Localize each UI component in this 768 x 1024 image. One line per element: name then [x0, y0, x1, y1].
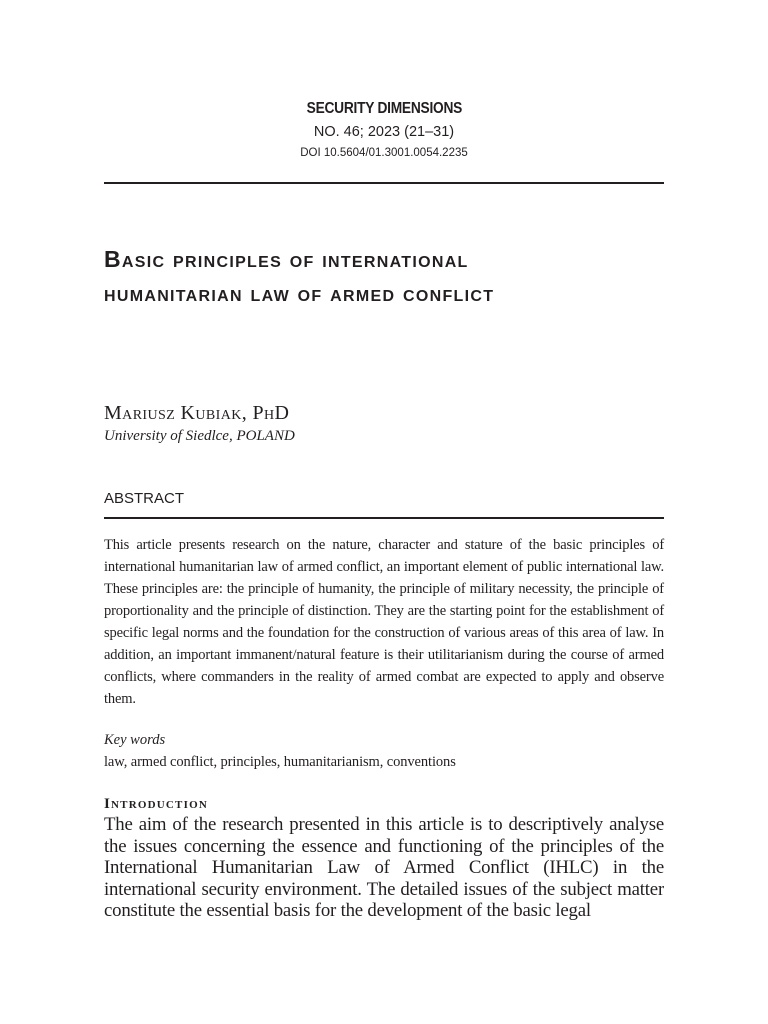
journal-header [0, 98, 768, 162]
introduction-heading: Introduction [104, 796, 208, 812]
journal-issue: NO. 46; 2023 (21–31) [313, 124, 455, 140]
title-line-2: humanitarian law of armed conflict [104, 280, 495, 306]
abstract-text: This article presents research on the nature, character and stature of the basic principles of international humanitarian law of armed conflict, an important element of public international law. These principles are: the principle of humanity, the principle of military necessity, the principle of proportionality and the principle of distinction. They are the starting point for the establishment of specific legal norms and the foundation for the construction of various areas of this area of law. In addition, an important immanent/natural feature is their utilitarianism during the course of armed conflicts, where commanders in the reality of armed combat are expected to apply and observe them. [104, 537, 664, 707]
header-divider [104, 182, 664, 184]
title-initial: B [104, 246, 122, 272]
abstract-heading: ABSTRACT [104, 490, 185, 507]
journal-name: SECURITY DIMENSIONS [306, 100, 462, 117]
author-affiliation: University of Siedlce, POLAND [104, 428, 295, 444]
article-title [104, 242, 684, 310]
keywords-text: law, armed conflict, principles, humanitarianism, conventions [104, 754, 456, 770]
author-name: Mariusz Kubiak, PhD [104, 402, 290, 424]
introduction-text: The aim of the research presented in this article is to descriptively analyse the issues concerning the essence and functioning of the principles of the International Humanitarian Law of Armed Conflict (IHLC) in the international security environment. The detailed issues of the subject matter constitute the essential basis for the development of the basic legal [104, 814, 664, 922]
abstract-divider [104, 517, 664, 519]
keywords-heading: Key words [104, 732, 166, 748]
title-line-1: asic principles of international [121, 246, 469, 272]
journal-doi[interactable]: DOI 10.5604/01.3001.0054.2235 [300, 147, 468, 159]
